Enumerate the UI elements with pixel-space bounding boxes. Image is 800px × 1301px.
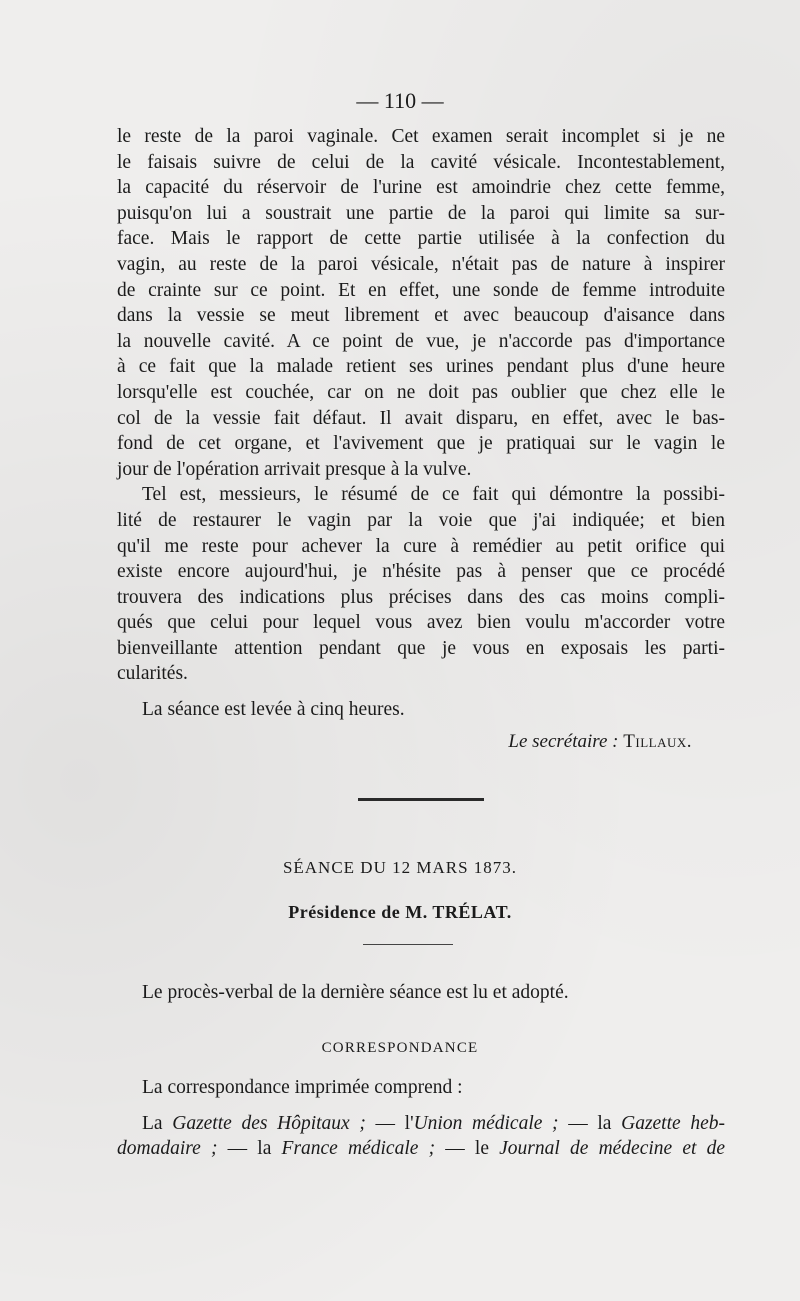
correspondance-line — [117, 1136, 725, 1162]
secretary-label: Le secrétaire : — [508, 731, 619, 752]
journal-title: Union médicale ; — [413, 1112, 559, 1134]
secretary-signoff — [508, 731, 692, 753]
text-line: Tel est, messieurs, le résumé de ce fait qui démontre la possibi- — [142, 484, 725, 506]
text-line: qués que celui pour lequel vous avez bien voulu m'accorder votre — [117, 612, 725, 634]
short-divider — [363, 944, 453, 945]
text-line: lité de restaurer le vagin par la voie que j'ai indiquée; et bien — [117, 509, 725, 531]
journal-title: France médicale ; — [281, 1138, 436, 1160]
text-line: le reste de la paroi vaginale. Cet examen serait incomplet si je ne — [117, 126, 725, 147]
journal-title: Gazette heb- — [621, 1112, 725, 1134]
text-line: vagin, au reste de la paroi vésicale, n'était pas de nature à inspirer — [117, 253, 725, 275]
paragraph-conclusion — [117, 482, 725, 687]
text-line: la capacité du réservoir de l'urine est amoindrie chez cette femme, — [117, 177, 725, 199]
seance-levee: La séance est levée à cinq heures. — [142, 699, 405, 720]
plain-text: La — [142, 1112, 173, 1134]
text-line: à ce fait que la malade retient ses urines pendant plus d'une heure — [117, 356, 725, 378]
secretary-name: Tillaux. — [623, 731, 692, 752]
text-line: dans la vessie se meut librement et avec beaucoup d'aisance dans — [117, 305, 725, 327]
plain-text: — l' — [365, 1112, 414, 1134]
seance-levee-block — [117, 697, 725, 723]
correspondance-body — [117, 1075, 725, 1162]
text-line: de crainte sur ce point. Et en effet, une sonde de femme introduite — [117, 279, 725, 301]
correspondance-block — [117, 1075, 725, 1162]
journal-title: Gazette des Hôpitaux ; — [172, 1112, 366, 1134]
plain-text: — la — [217, 1138, 282, 1160]
page-number: — 110 — — [356, 88, 444, 113]
proces-verbal: Le procès-verbal de la dernière séance est lu et adopté. — [142, 982, 569, 1003]
text-line: lorsqu'elle est couchée, car on ne doit pas oublier que chez elle le — [117, 381, 725, 403]
text-line: trouvera des indications plus précises dans des cas moins compli- — [117, 586, 725, 608]
correspondance-intro: La correspondance imprimée comprend : — [142, 1077, 463, 1098]
text-line: la nouvelle cavité. A ce point de vue, je n'accorde pas d'importance — [117, 330, 725, 352]
text-line: cularités. — [117, 663, 188, 685]
text-line: jour de l'opération arrivait presque à la vulve. — [117, 458, 472, 480]
section-divider — [358, 798, 484, 801]
session-title: SÉANCE DU 12 MARS 1873. — [282, 858, 518, 877]
paragraph-continuation — [117, 124, 725, 687]
plain-text: — la — [558, 1112, 622, 1134]
plain-text: — le — [435, 1138, 500, 1160]
text-line: col de la vessie fait défaut. Il avait disparu, en effet, avec le bas- — [117, 407, 725, 429]
paragraph-body — [117, 124, 725, 482]
text-line: bienveillante attention pendant que je vous en exposais les parti- — [117, 637, 725, 659]
text-line: puisqu'on lui a soustrait une partie de la paroi qui limite sa sur- — [117, 202, 725, 224]
text-line: qu'il me reste pour achever la cure à remédier au petit orifice qui — [117, 535, 725, 557]
journal-title: Journal de médecine et de — [499, 1138, 726, 1160]
text-line: le faisais suivre de celui de la cavité vésicale. Incontestablement, — [117, 151, 725, 173]
correspondance-line — [117, 1111, 725, 1137]
correspondance-heading: CORRESPONDANCE — [321, 1040, 479, 1056]
text-line: fond de cet organe, et l'avivement que je pratiquai sur le vagin le — [117, 433, 725, 455]
proces-verbal-block — [117, 980, 725, 1006]
text-line: face. Mais le rapport de cette partie utilisée à la confection du — [117, 228, 725, 250]
text-line: existe encore aujourd'hui, je n'hésite pas à penser que ce procédé — [117, 561, 725, 583]
journal-title: domadaire ; — [117, 1138, 218, 1160]
presidence-line: Présidence de M. TRÉLAT. — [288, 902, 512, 922]
